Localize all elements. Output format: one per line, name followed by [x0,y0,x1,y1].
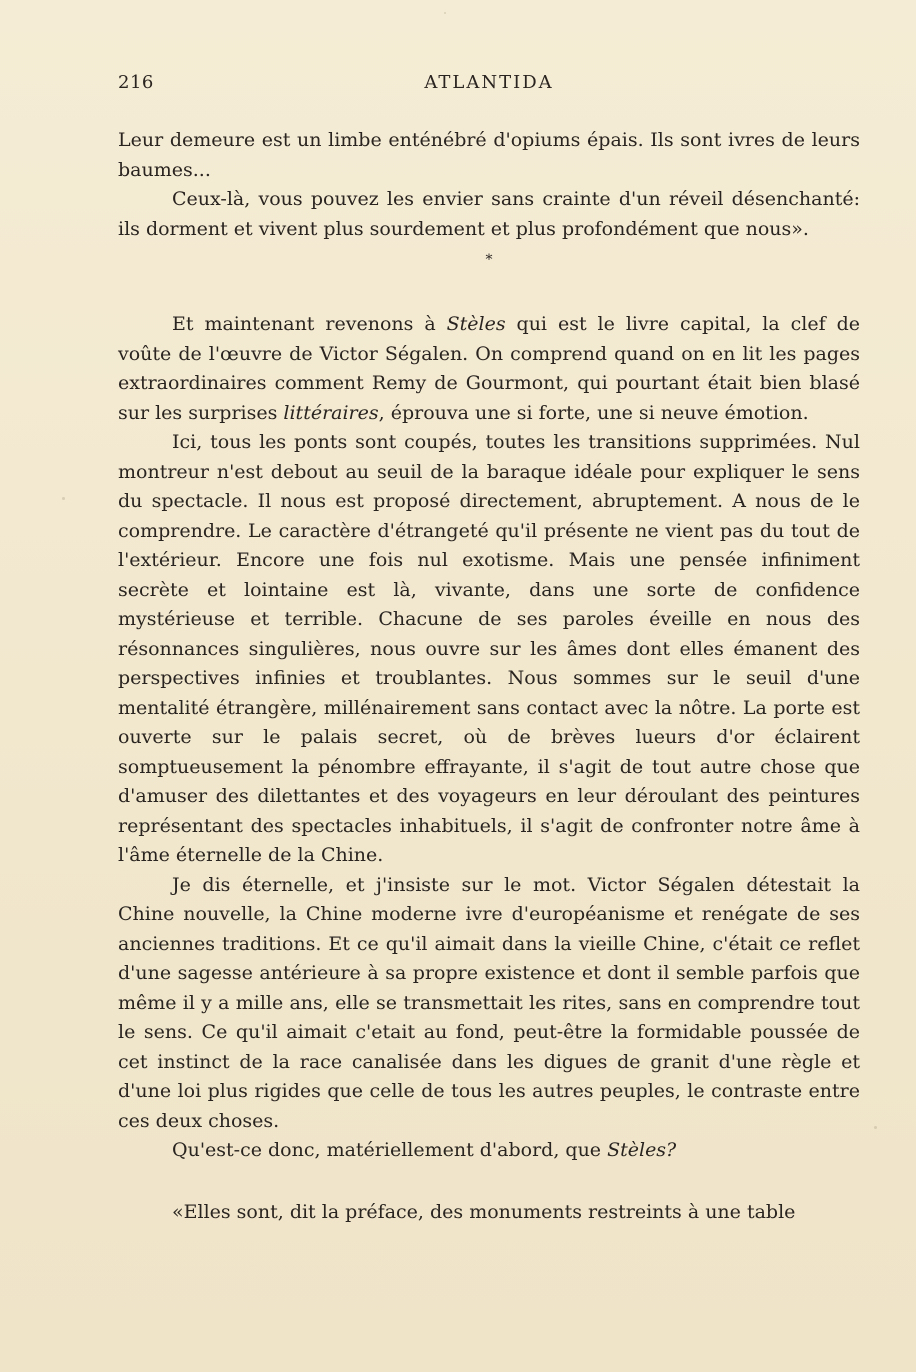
body-text [118,126,860,1227]
italic-title-steles: Stèles [446,313,506,335]
paragraph-6 [118,1136,860,1166]
paper-speck [874,1126,877,1129]
page-header [118,72,860,102]
paragraph-3-text-b: qui est le livre capital, la clef de voûte de l'œuvre de Victor Ségalen. On comprend quand on en lit les pages extraordinaires comment Remy de Gourmont, qui pourtant était bien blasé sur les surprises [118,313,860,424]
page-number: 216 [118,72,154,93]
paragraph-5: Je dis éternelle, et j'insiste sur le mot. Victor Ségalen détestait la Chine nouvelle, la Chine moderne ivre d'européanisme et renégate de ses anciennes traditions. Et ce qu'il aimait dans la vieille Chine, c'était ce reflet d'une sagesse antérieure à sa propre existence et dont il semble parfois que même il y a mille ans, elle se transmettait les rites, sans en comprendre tout le sens. Ce qu'il aimait c'etait au fond, peut-être la formidable poussée de cet instinct de la race canalisée dans les digues de granit d'une règle et d'une loi plus rigides que celle de tous les autres peuples, le contraste entre ces deux choses. [118,873,860,1132]
paragraph-gap [118,1166,860,1198]
running-title: ATLANTIDA [424,72,554,93]
paper-speck [444,12,446,14]
paragraph-1: Leur demeure est un limbe enténébré d'opiums épais. Ils sont ivres de leurs baumes... [118,129,860,181]
paragraph-3-text-a: Et maintenant revenons à [172,313,447,335]
paragraph-3 [118,310,860,428]
paragraph-7: «Elles sont, dit la préface, des monuments restreints à une table [172,1200,796,1223]
paragraph-3-text-c: , éprouva une si forte, une si neuve émotion. [378,401,809,424]
section-separator: * [485,252,493,268]
paragraph-2: Ceux-là, vous pouvez les envier sans crainte d'un réveil désenchanté: ils dorment et vivent plus sourdement et plus profondément que nous». [118,188,860,240]
italic-title-steles-question: Stèles? [607,1139,677,1161]
paragraph-6-text-a: Qu'est-ce donc, matériellement d'abord, que [172,1139,608,1161]
paper-speck [62,497,65,500]
italic-word-litteraires: littéraires [283,401,379,424]
paragraph-4: Ici, tous les ponts sont coupés, toutes les transitions supprimées. Nul montreur n'est debout au seuil de la baraque idéale pour expliquer le sens du spectacle. Il nous est proposé directement, abruptement. A nous de le comprendre. Le caractère d'étrangeté qu'il présente ne vient pas du tout de l'extérieur. Encore une fois nul exotisme. Mais une pensée infiniment secrète et lointaine est là, vivante, dans une sorte de confidence mystérieuse et terrible. Chacune de ses paroles éveille en nous des résonnances singulières, nous ouvre sur les âmes dont elles émanent des perspectives infinies et troublantes. Nous sommes sur le seuil d'une mentalité étrangère, millénairement sans contact avec la nôtre. La porte est ouverte sur le palais secret, où de brèves lueurs d'or éclairent somptueusement la pénombre effrayante, il s'agit de tout autre chose que d'amuser des dilettantes et des voyageurs en leur déroulant des peintures représentant des spectacles inhabituels, il s'agit de confronter notre âme à l'âme éternelle de la Chine. [118,431,860,866]
